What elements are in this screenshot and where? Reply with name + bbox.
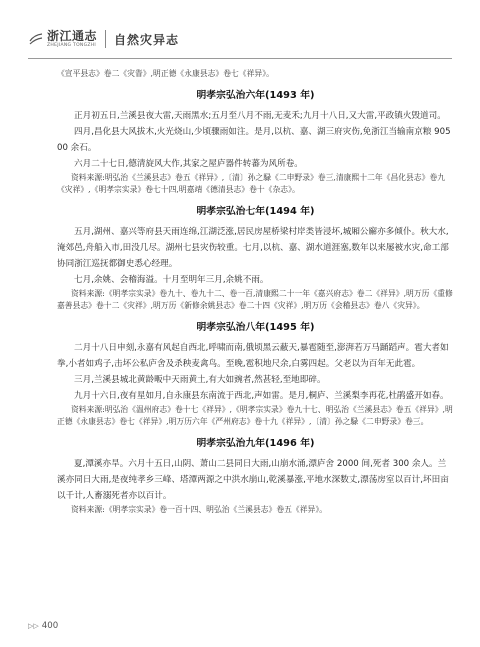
logo-title: 浙江通志 bbox=[47, 28, 98, 43]
year-section-1496 bbox=[57, 437, 454, 517]
source-note: 资料来源:《明孝宗实录》卷九十、卷九十二、卷一百,清康熙二十一年《嘉兴府志》卷二《祥异》,明万历《重修嘉善县志》卷十二《灾祥》,明万历《新修余姚县志》卷二十四《灾祥》,明万历《会稽县志》卷八《灾异》。 bbox=[57, 288, 453, 310]
paragraph: 正月初五日,兰溪县夜大雷,天雨黑水;五月至八月不雨,无麦禾;九月十八日,又大雷,平政镇火毁道司。 bbox=[74, 110, 446, 121]
paragraph: 三月,兰溪县城北黄龄畈中天雨黄土,有大如豌者,然甚轻,至地即碎。 bbox=[74, 374, 326, 385]
paragraph: 二月十八日申刻,永嘉有风起自西北,呼啸而南,俄顷黑云蔽天,暴雹随至,澎湃若万马踊蹈声。雹大者如拳,小者如鸡子,击坏公私庐舍及杀秧麦禽鸟。至晚,雹积地尺余,白雾四起。父老以为百年无此雹。 bbox=[57, 342, 449, 369]
page-number: 400 bbox=[41, 621, 59, 631]
page-marker-icon: ▷▷ bbox=[28, 622, 39, 630]
paragraph: 七月,余姚、会稽海溢。十月至明年三月,余姚不雨。 bbox=[74, 274, 269, 285]
paragraph: 六月二十七日,德清旋风大作,其家之屋庐器件转蕃为风所卷。 bbox=[74, 158, 303, 169]
year-heading: 明孝宗弘治九年(1496 年) bbox=[196, 437, 315, 449]
year-heading: 明孝宗弘治八年(1495 年) bbox=[196, 321, 315, 333]
year-section-1495 bbox=[57, 321, 454, 429]
header-divider bbox=[105, 30, 106, 48]
logo-icon bbox=[28, 31, 44, 47]
paragraph: 夏,潭溪亦旱。六月十五日,山阴、萧山二县同日大雨,山崩水涌,漂庐舍 2000 间,死者 300 余人。兰溪亦同日大雨,是夜纯孝乡三峰、塔潭两源之中洪水崩山,乾溪暴涨,平地水深数丈,漂荡房室以百计,坏田亩以千计,人畜溺死者亦以百计。 bbox=[57, 458, 449, 501]
paragraph: 五月,湖州、嘉兴等府县天雨连绵,江湖泛涨,居民房屋桥梁村岸类皆浸坏,城厢公廨亦多倾仆。秋大水,淹郊邑,舟船入市,田没几尽。湖州七县灾伤较重。七月,以杭、嘉、湖水道涯塞,数年以来屡被水灾,命工部协同浙江巡抚都御史悉心经理。 bbox=[57, 226, 449, 269]
paragraph: 四月,昌化县大风拔木,火光烧山,少顷骤雨如注。是月,以杭、嘉、湖三府灾伤,免浙江当输南京粮 90500 余石。 bbox=[57, 126, 451, 153]
source-note: 《宣平县志》卷二《灾眚》,明正德《永康县志》卷七《祥异》。 bbox=[57, 69, 274, 78]
source-note: 资料来源:明弘治《兰溪县志》卷五《祥异》,〔清〕孙之騄《二申野录》卷三,清康熙十二年《昌化县志》卷九《灾祥》,《明孝宗实录》卷七十四,明嘉靖《德清县志》卷十《杂志》。 bbox=[57, 172, 446, 194]
header-rule bbox=[28, 58, 452, 59]
year-heading: 明孝宗弘治七年(1494 年) bbox=[196, 205, 315, 217]
year-heading: 明孝宗弘治六年(1493 年) bbox=[196, 89, 315, 101]
source-note: 资料来源:明弘治《温州府志》卷十七《祥异》,《明孝宗实录》卷九十七、明弘治《兰溪县志》卷五《祥异》,明正德《永康县志》卷七《祥异》,明万历六年《严州府志》卷十九《祥异》,〔清〕孙之騄《二申野录》卷三。 bbox=[57, 404, 453, 426]
page-body bbox=[57, 68, 454, 516]
page-footer bbox=[28, 621, 58, 631]
source-note: 资料来源:《明孝宗实录》卷一百十四、明弘治《兰溪县志》卷五《祥异》。 bbox=[71, 504, 328, 514]
year-section-1493 bbox=[57, 89, 454, 197]
logo bbox=[47, 30, 97, 49]
year-section-1494 bbox=[57, 205, 454, 313]
page-header bbox=[28, 24, 458, 54]
paragraph: 九月十六日,夜有星如月,自永康县东南流于西北,声如雷。是月,桐庐、兰溪梨李再花,杜鹃盛开如春。 bbox=[74, 390, 449, 401]
section-title: 自然灾异志 bbox=[114, 32, 180, 47]
logo-subtitle: ZHEJIANG TONGZHI bbox=[47, 42, 97, 48]
